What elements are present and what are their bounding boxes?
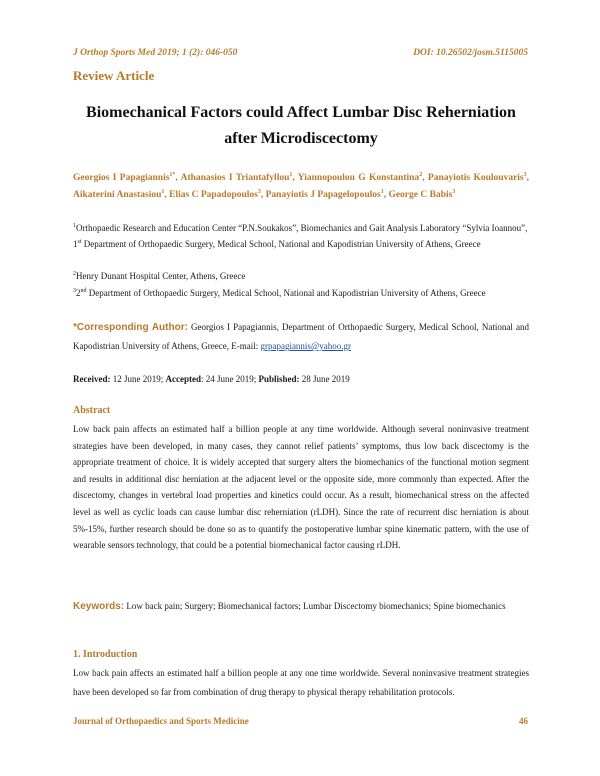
author: Yiannopoulou G Konstantina$^2$,: [297, 171, 428, 183]
affiliation-2: $^2$Henry Dunant Hospital Center, Athens, Greece: [73, 271, 246, 281]
article-title: Biomechanical Factors could Affect Lumbar Disc Reherniation after Microdiscectomy: [86, 104, 516, 147]
author: George C Babis$^3$: [388, 188, 456, 200]
footer-journal-name: Journal of Orthopaedics and Sports Medicine: [73, 716, 249, 726]
affiliation-3: $^3$2nd Department of Orthopaedic Surgery, Medical School, National and Kapodistrian University of Athens, Greece: [73, 288, 486, 298]
page-number: 46: [519, 716, 528, 726]
doi[interactable]: DOI: 10.26502/josm.5115005: [413, 48, 528, 58]
corresponding-author: *Corresponding Author: Georgios I Papagiannis, Department of Orthopaedic Surgery, Medical School, National and Kapodistrian University of Athens, Greece, E-mail: grpapagiannis@yahoo.gr: [73, 322, 529, 351]
keywords-label: Keywords:: [73, 601, 125, 612]
abstract-heading: Abstract: [73, 405, 111, 416]
email-link[interactable]: grpapagiannis@yahoo.gr: [260, 341, 351, 351]
introduction-text: Low back pain affects an estimated half a billion people at any one time worldwide. Several noninvasive treatment strategies have been developed so far from combination of drug therapy to physical therapy rehabilitation protocols.: [73, 668, 529, 697]
author: Panayiotis J Papagelopoulos$^1$,: [265, 188, 389, 200]
author-list: [73, 170, 529, 204]
journal-citation: J Orthop Sports Med 2019; 1 (2): 046-050: [73, 48, 238, 58]
publication-dates: Received: 12 June 2019; Accepted: 24 June 2019; Published: 28 June 2019: [73, 374, 350, 384]
author: Athanasios I Triantafyllou$^1$,: [180, 171, 298, 183]
corresponding-author-label: *Corresponding Author:: [73, 322, 188, 333]
abstract-text: Low back pain affects an estimated half a billion people at any time worldwide. Although several noninvasive treatment strategies have been developed, in many cases, they cannot relief patients’ symptoms, thus low back discectomy is the appropriate treatment of choice. It is widely accepted that surgery alters the biomechanics of the functional motion segment and results in additional disc herniation at the adjacent level or the opposite side, more commonly than expected. After the discectomy, changes in vertebral load properties and kinetics could occur. As a result, biomechanical stress on the affected level as well as cyclic loads can cause lumbar disc reherniation (rLDH). Since the rate of recurrent disc herniation is about 5%-15%, further research should be done so as to quantify the postoperative lumbar spine kinematic pattern, with the use of wearable sensors technology, that could be a potential biomechanical factor causing rLDH.: [73, 424, 529, 551]
author: Panayiotis Koulouvaris$^3$,: [427, 171, 529, 183]
author: Georgios I Papagiannis$^{1*}$,: [73, 171, 181, 183]
introduction-heading: 1. Introduction: [73, 649, 138, 660]
keywords: Keywords: Low back pain; Surgery; Biomechanical factors; Lumbar Discectomy biomechanics; Spine biomechanics: [73, 601, 506, 612]
article-type: Review Article: [73, 68, 155, 83]
author: Elias C Papadopoulos$^3$,: [169, 188, 266, 200]
author: Aikaterini Anastasiou$^1$,: [73, 188, 170, 200]
affiliation-1: $^1$Orthopaedic Research and Education Center “P.N.Soukakos”, Biomechanics and Gait Analysis Laboratory “Sylvia Ioannou”, 1st Department of Orthopaedic Surgery, Medical School, National and Kapodistrian University of Athens, Greece: [73, 223, 528, 249]
